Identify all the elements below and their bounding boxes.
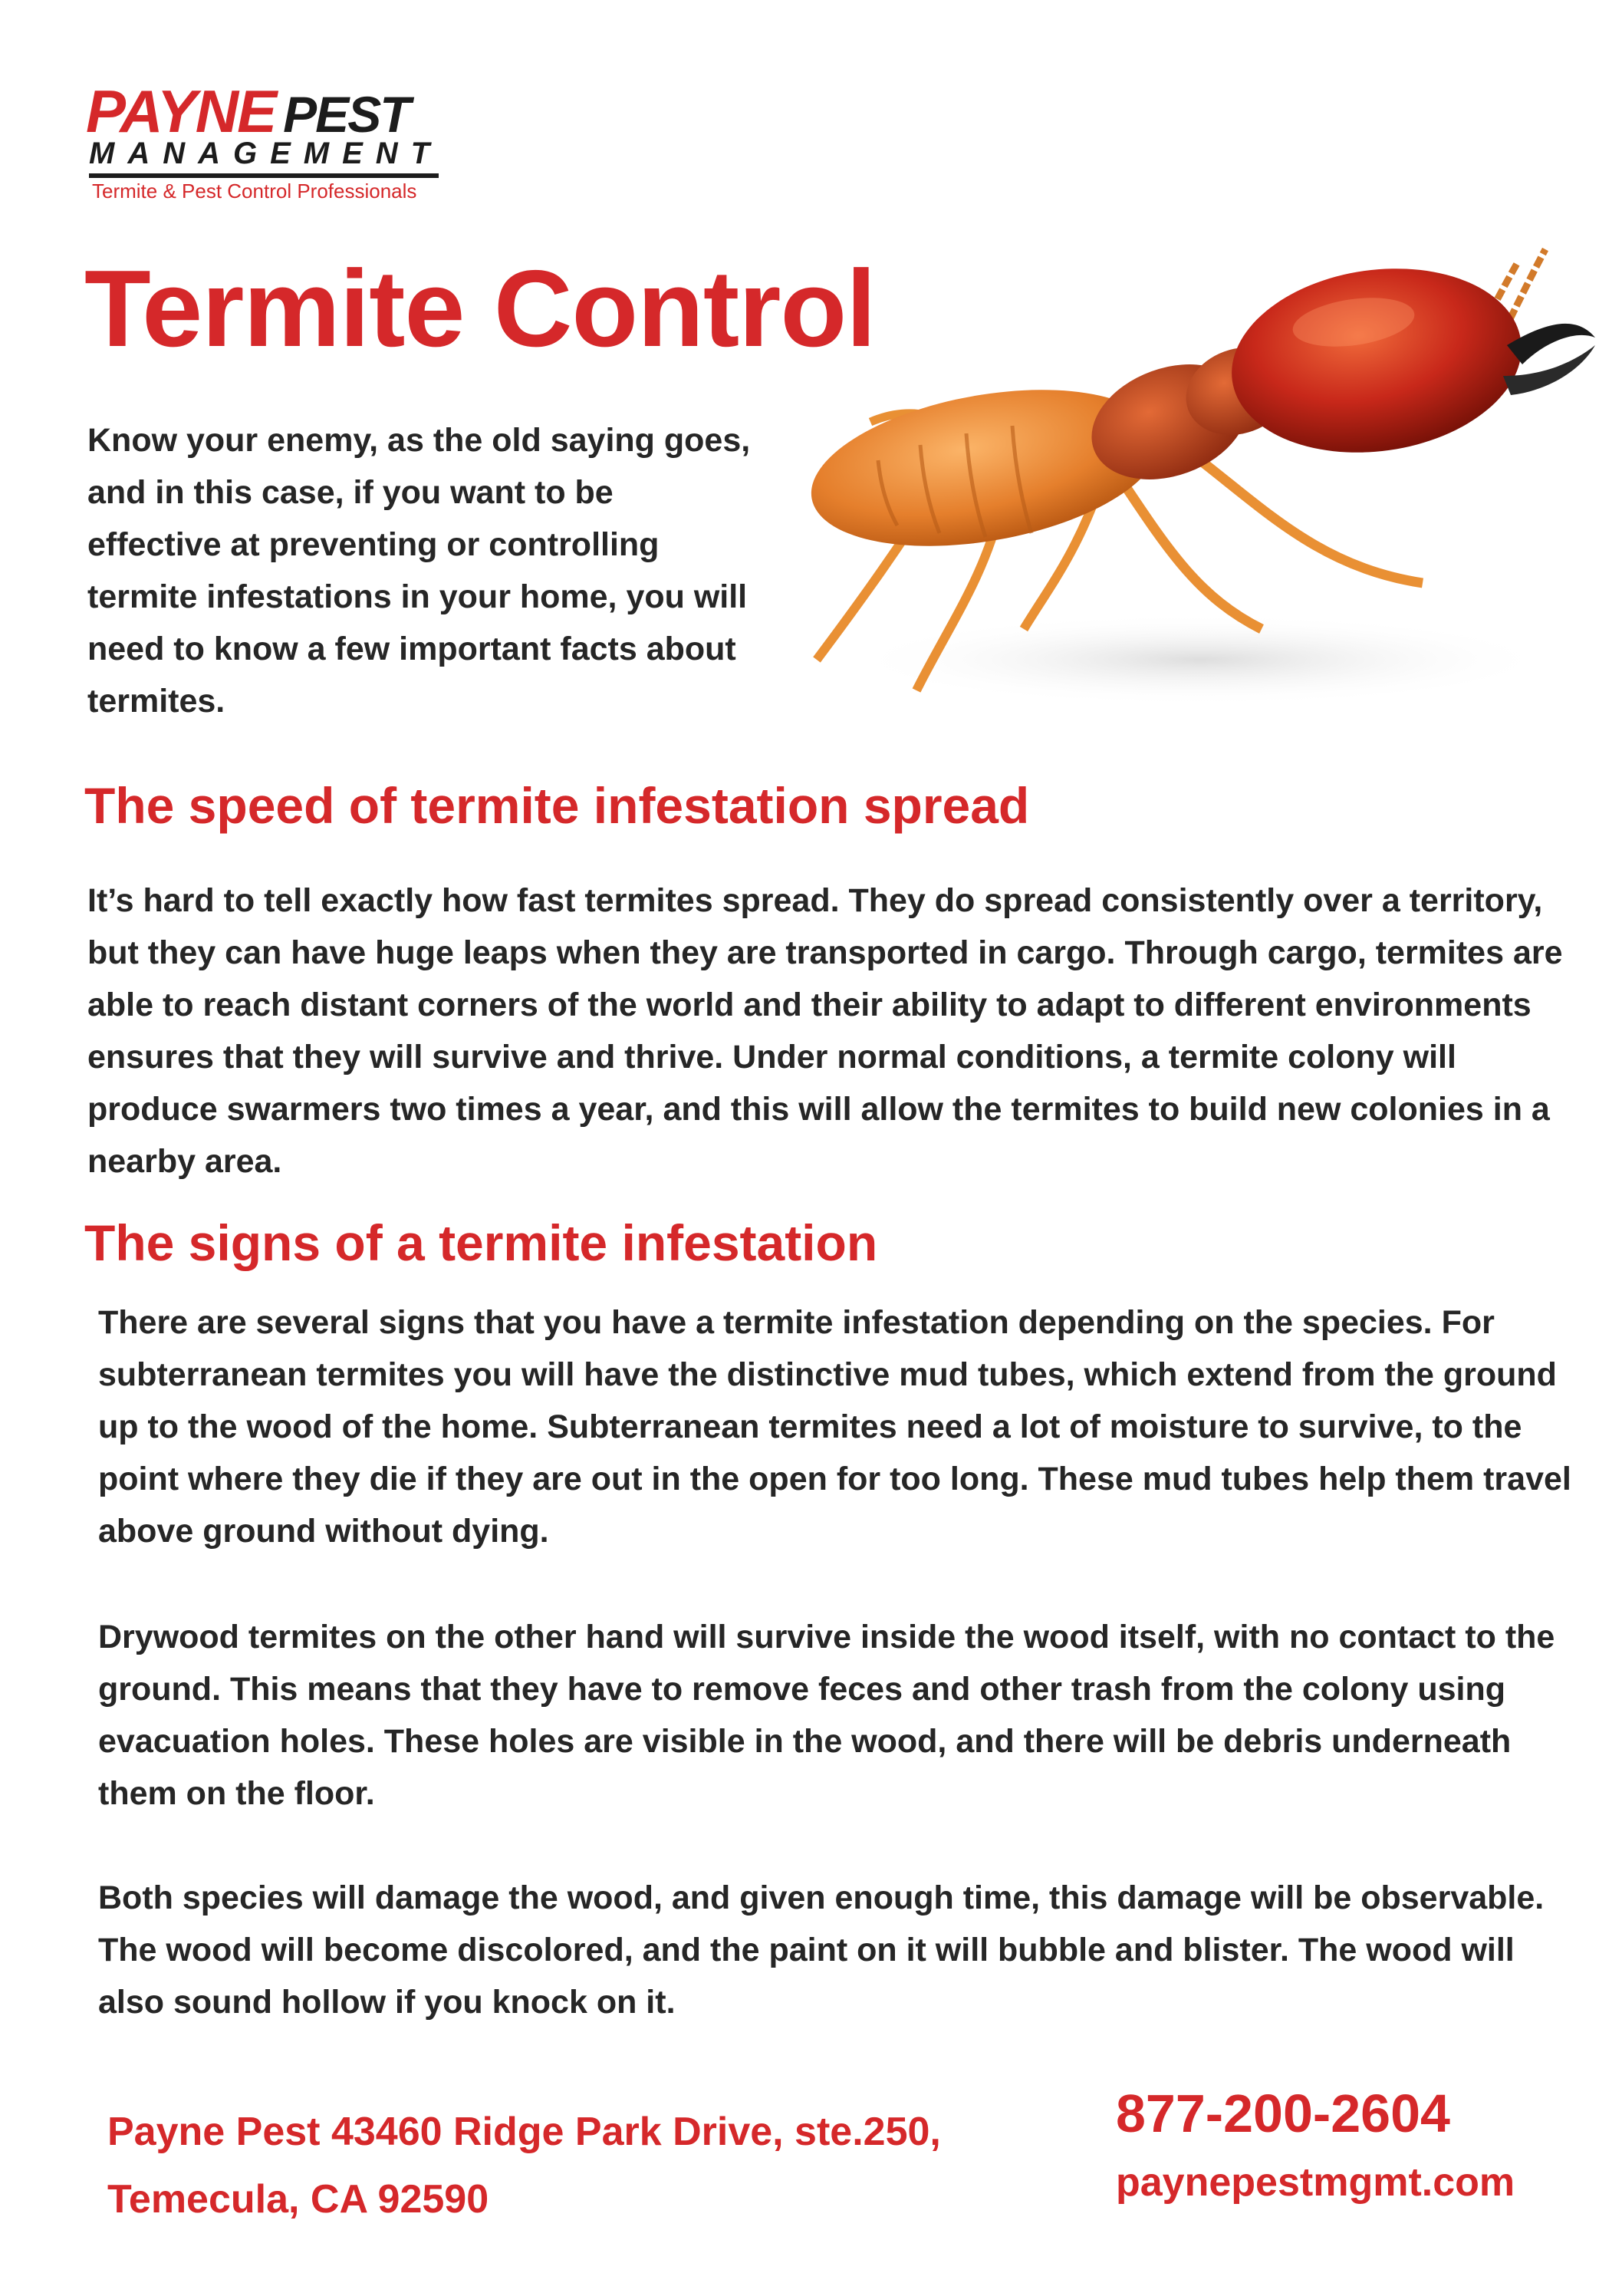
section-paragraph-subterranean: There are several signs that you have a termite infestation depending on the species. For subterranean termites you will have the distinctive mud tubes, which extend from the ground up to the wood of the home. Subterranean termites need a lot of moisture to survive, to the point where they die if they are out in the open for too long. These mud tubes help them travel above ground without dying. <box>98 1304 1571 1550</box>
company-logo <box>86 77 446 207</box>
intro-paragraph: Know your enemy, as the old saying goes, and in this case, if you want to be effective at preventing or controlling termite infestations in your home, you will need to know a few important facts about termites. <box>87 422 751 720</box>
logo-subtitle: MANAGEMENT <box>89 137 443 170</box>
page-title: Termite Control <box>84 248 876 370</box>
footer-address: Payne Pest 43460 Ridge Park Drive, ste.250, Temecula, CA 92590 <box>107 2110 941 2222</box>
logo-brand-primary: PAYNE <box>86 77 276 145</box>
termite-soldier-illustration <box>771 230 1607 767</box>
section-heading-speed: The speed of termite infestation spread <box>84 777 1030 834</box>
footer-website-link[interactable]: paynepestmgmt.com <box>1116 2160 1515 2205</box>
footer-phone[interactable]: 877-200-2604 <box>1116 2084 1450 2143</box>
section-heading-signs: The signs of a termite infestation <box>84 1214 878 1271</box>
logo-divider <box>89 173 439 178</box>
logo-tagline: Termite & Pest Control Professionals <box>92 180 417 203</box>
section-paragraph-drywood: Drywood termites on the other hand will survive inside the wood itself, with no contact to the ground. This means that they have to remove feces and other trash from the colony using evacuation holes. These holes are visible in the wood, and there will be debris underneath them on the floor. <box>98 1619 1555 1812</box>
section-paragraph-speed: It’s hard to tell exactly how fast termites spread. They do spread consistently over a territory, but they can have huge leaps when they are transported in cargo. Through cargo, termites are able to reach distant corners of the world and their ability to adapt to different environments ensures that they will survive and thrive. Under normal conditions, a termite colony will produce swarmers two times a year, and this will allow the termites to build new colonies in a nearby area. <box>87 882 1563 1180</box>
logo-brand-secondary: PEST <box>283 86 410 143</box>
section-paragraph-damage: Both species will damage the wood, and given enough time, this damage will be observable. The wood will become discolored, and the paint on it will bubble and blister. The wood will also sound hollow if you knock on it. <box>98 1879 1545 2021</box>
